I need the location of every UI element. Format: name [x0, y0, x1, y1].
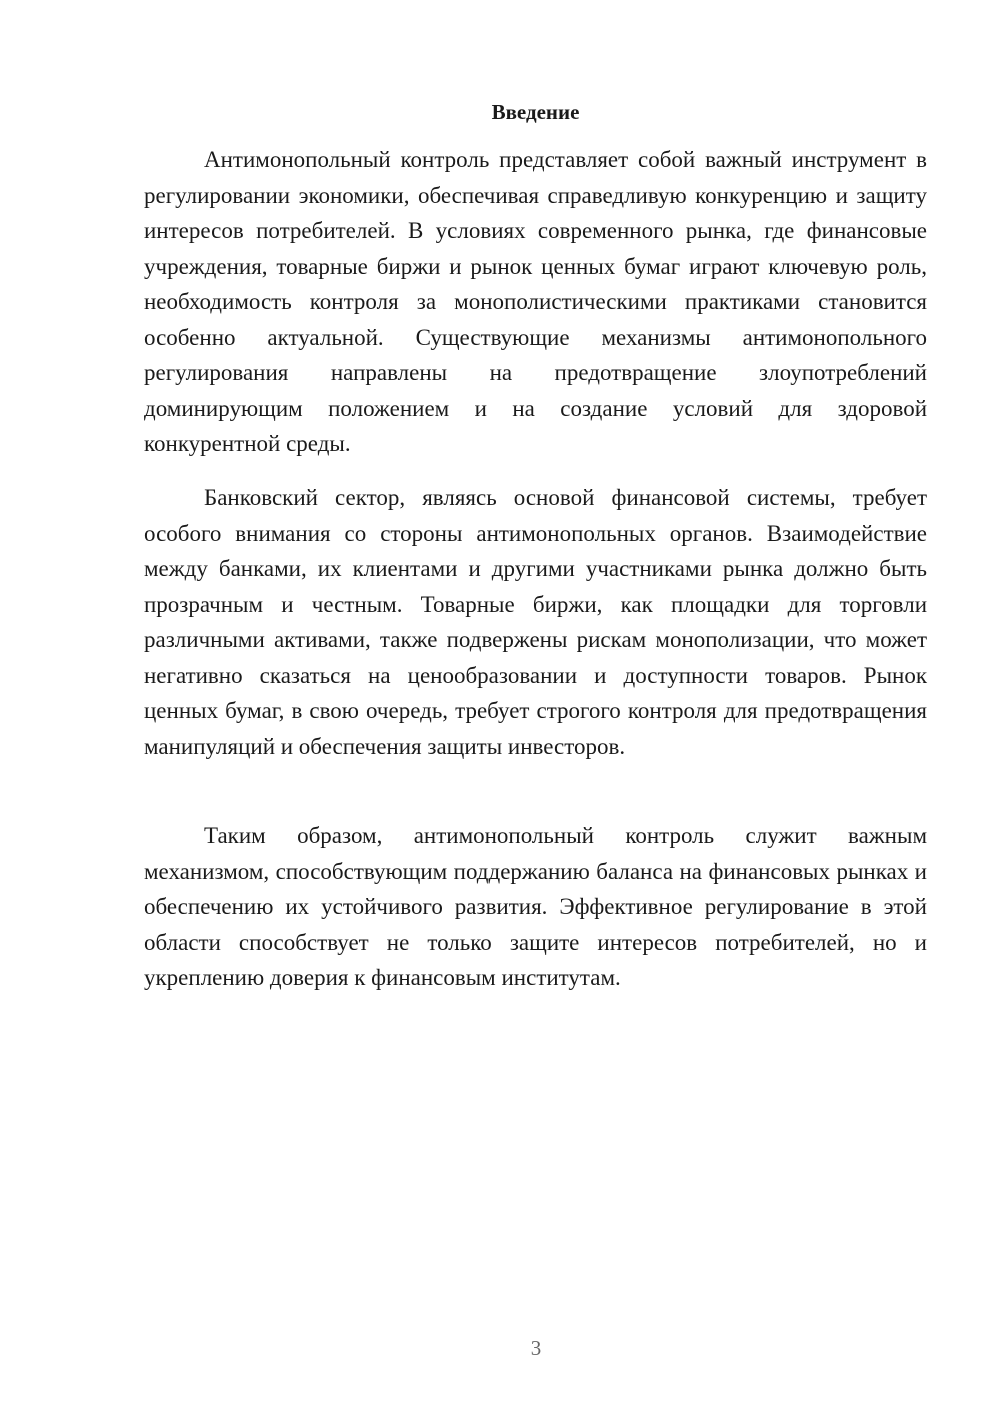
paragraph-1: Антимонопольный контроль представляет собой важный инструмент в регулировании экономики, обеспечивая справедливую конкуренцию и защиту интересов потребителей. В условиях современного рынка, где финансовые учреждения, товарные биржи и рынок ценных бумаг играют ключевую роль, необходимость контроля за монополистическими практиками становится особенно актуальной. Существующие механизмы антимонопольного регулирования направлены на предотвращение злоупотреблений доминирующим положением и на создание условий для здоровой конкурентной среды.	[144, 147, 927, 456]
paragraph-3: Таким образом, антимонопольный контроль служит важным механизмом, способствующим поддержанию баланса на финансовых рынках и обеспечению их устойчивого развития. Эффективное регулирование в этой области способствует не только защите интересов потребителей, но и укреплению доверия к финансовым институтам.	[144, 823, 927, 990]
section-heading: Введение	[491, 100, 580, 124]
paragraph-2: Банковский сектор, являясь основой финансовой системы, требует особого внимания со стороны антимонопольных органов. Взаимодействие между банками, их клиентами и другими участниками рынка должно быть прозрачным и честным. Товарные биржи, как площадки для торговли различными активами, также подвержены рискам монополизации, что может негативно сказаться на ценообразовании и доступности товаров. Рынок ценных бумаг, в свою очередь, требует строгого контроля для предотвращения манипуляций и обеспечения защиты инвесторов.	[144, 485, 927, 759]
page-number: 3	[530, 1336, 542, 1360]
